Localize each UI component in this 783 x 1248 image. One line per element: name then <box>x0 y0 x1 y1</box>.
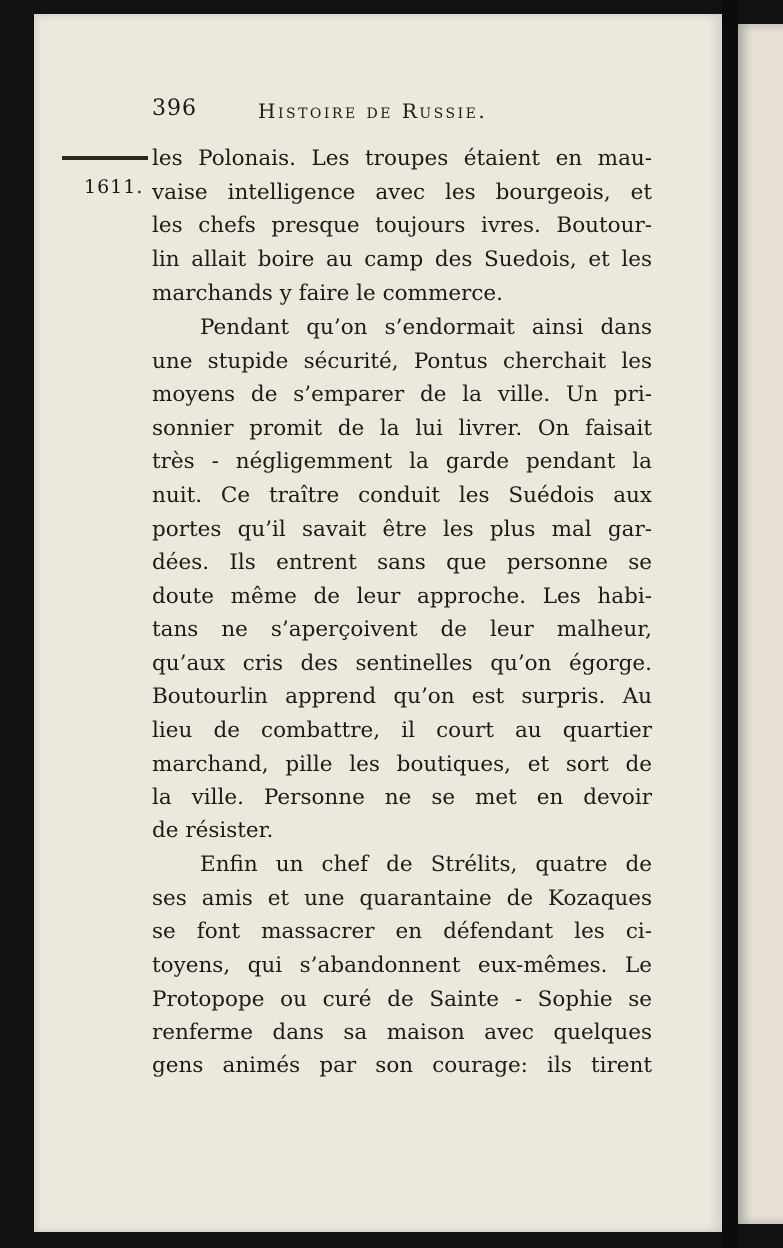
text-line: une stupide sécurité, Pontus cherchait les <box>152 349 652 374</box>
text-line: ses amis et une quarantaine de Kozaques <box>152 886 652 911</box>
text-line: gens animés par son courage: ils tirent <box>152 1053 652 1078</box>
text-line: doute même de leur approche. Les habi- <box>152 584 652 609</box>
text-line: les Polonais. Les troupes étaient en mau- <box>152 146 652 171</box>
text-line: très - négligemment la garde pendant la <box>152 449 652 474</box>
facing-page-edge <box>738 24 783 1224</box>
text-line: nuit. Ce traître conduit les Suédois aux <box>152 483 652 508</box>
text-line: vaise intelligence avec les bourgeois, et <box>152 180 652 205</box>
margin-year: 1611. <box>84 176 144 198</box>
running-title: Histoire de Russie. <box>258 99 488 123</box>
text-line: de résister. <box>152 818 274 843</box>
text-line: renferme dans sa maison avec quelques <box>152 1020 652 1045</box>
text-line: marchands y faire le commerce. <box>152 281 503 306</box>
text-line: les chefs presque toujours ivres. Boutour- <box>152 213 652 238</box>
text-line: se font massacrer en défendant les ci- <box>152 919 652 944</box>
text-line: Protopope ou curé de Sainte - Sophie se <box>152 987 652 1012</box>
text-line: Boutourlin apprend qu’on est surpris. Au <box>152 684 652 709</box>
book-gutter <box>722 0 738 1248</box>
text-line: moyens de s’emparer de la ville. Un pri- <box>152 382 652 407</box>
text-line: tans ne s’aperçoivent de leur malheur, <box>152 617 652 642</box>
margin-rule <box>62 156 148 160</box>
text-line: marchand, pille les boutiques, et sort de <box>152 752 652 777</box>
text-line: Pendant qu’on s’endormait ainsi dans <box>200 315 652 340</box>
text-line: sonnier promit de la lui livrer. On faisait <box>152 416 652 441</box>
text-line: portes qu’il savait être les plus mal gar- <box>152 517 652 542</box>
text-line: qu’aux cris des sentinelles qu’on égorge. <box>152 651 652 676</box>
page-number: 396 <box>152 96 197 121</box>
text-line: dées. Ils entrent sans que personne se <box>152 550 652 575</box>
text-line: lin allait boire au camp des Suedois, et les <box>152 247 652 272</box>
text-line: la ville. Personne ne se met en devoir <box>152 785 652 810</box>
text-line: lieu de combattre, il court au quartier <box>152 718 652 743</box>
text-line: Enfin un chef de Strélits, quatre de <box>200 852 652 877</box>
text-line: toyens, qui s’abandonnent eux-mêmes. Le <box>152 953 652 978</box>
